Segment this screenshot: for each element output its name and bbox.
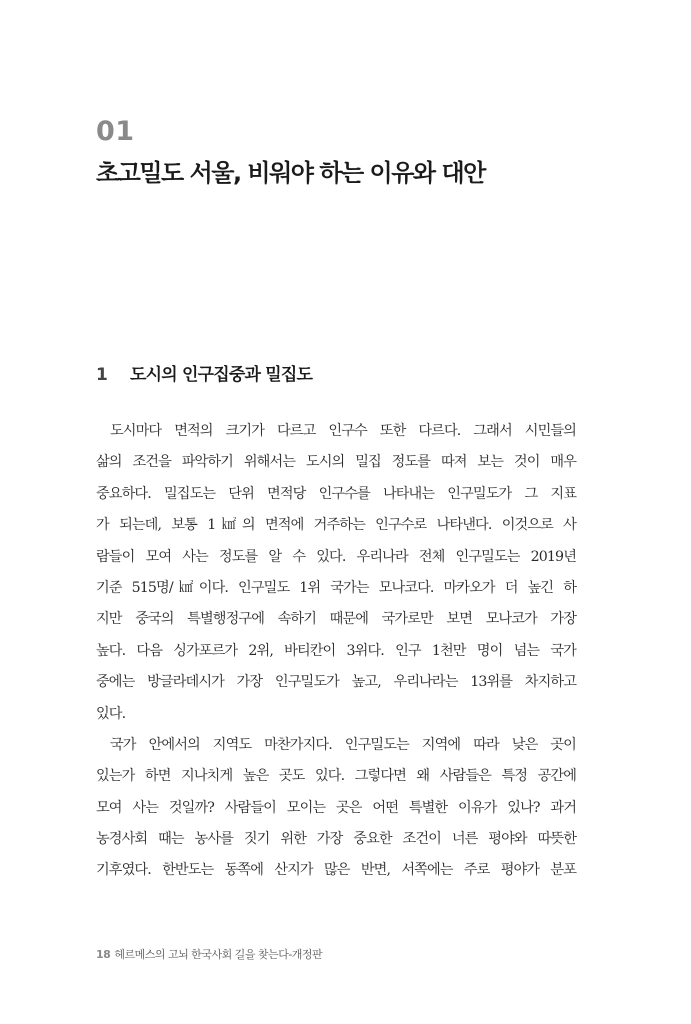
section-heading xyxy=(96,360,312,385)
book-title: 헤르메스의 고뇌 한국사회 길을 찾는다-개정판 xyxy=(114,948,323,961)
paragraph-line: 중요하다. 밀집도는 단위 면적당 인구수를 나타내는 인구밀도가 그 지표 xyxy=(96,485,576,502)
paragraph-line: 기준 515명/㎢이다. 인구밀도 1위 국가는 모나코다. 마카오가 더 높긴 하 xyxy=(96,579,576,596)
paragraph-line: 중에는 방글라데시가 가장 인구밀도가 높고, 우리나라는 13위를 차지하고 xyxy=(96,674,576,691)
paragraph-line: 람들이 모여 사는 정도를 알 수 있다. 우리나라 전체 인구밀도는 2019년 xyxy=(96,548,576,565)
paragraph-line: 국가 안에서의 지역도 마찬가지다. 인구밀도는 지역에 따라 낮은 곳이 xyxy=(110,736,576,753)
body-text xyxy=(96,416,576,887)
section-title: 도시의 인구집중과 밀집도 xyxy=(130,365,313,385)
page-footer xyxy=(96,946,322,962)
paragraph-line: 있다. xyxy=(96,705,126,722)
paragraph-line: 모여 사는 것일까? 사람들이 모이는 곳은 어떤 특별한 이유가 있나? 과거 xyxy=(96,799,576,816)
chapter-title: 초고밀도 서울, 비워야 하는 이유와 대안 xyxy=(96,159,485,187)
page-number: 18 xyxy=(96,948,111,961)
paragraph-line: 도시마다 면적의 크기가 다르고 인구수 또한 다르다. 그래서 시민들의 xyxy=(110,423,576,439)
paragraph-line: 높다. 다음 싱가포르가 2위, 바티칸이 3위다. 인구 1천만 명이 넘는 국가 xyxy=(96,642,576,659)
paragraph-line: 가 되는데, 보통 1㎢의 면적에 거주하는 인구수로 나타낸다. 이것으로 사 xyxy=(96,517,576,534)
paragraph-line: 삶의 조건을 파악하기 위해서는 도시의 밀집 정도를 따져 보는 것이 매우 xyxy=(96,454,576,471)
chapter-number: 01 xyxy=(96,116,135,147)
section-number: 1 xyxy=(96,365,108,385)
paragraph-line: 있는가 하면 지나치게 높은 곳도 있다. 그렇다면 왜 사람들은 특정 공간에 xyxy=(96,768,576,785)
paragraph-line: 기후였다. 한반도는 동쪽에 산지가 많은 반면, 서쪽에는 주로 평야가 분포 xyxy=(96,862,576,879)
paragraph-line: 농경사회 때는 농사를 짓기 위한 가장 중요한 조건이 너른 평야와 따뜻한 xyxy=(96,831,576,848)
paragraph-line: 지만 중국의 특별행정구에 속하기 때문에 국가로만 보면 모나코가 가장 xyxy=(96,611,576,628)
